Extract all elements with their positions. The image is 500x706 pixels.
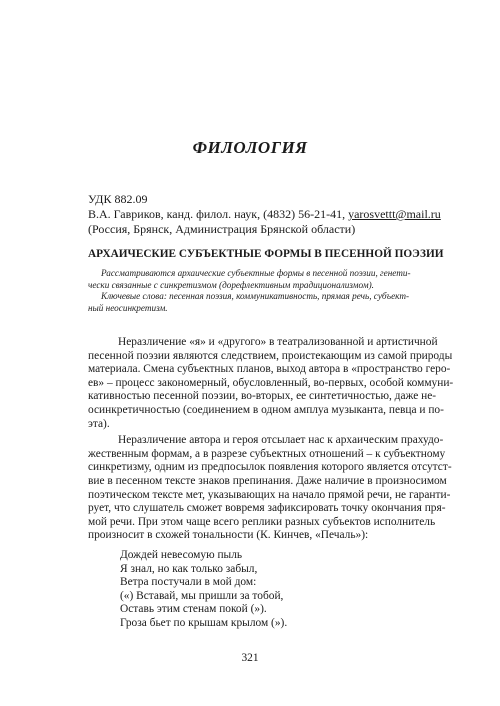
text-line: мой речи. При этом чаще всего реплики разных субъектов исполнитель xyxy=(88,515,436,528)
article-body xyxy=(88,336,454,543)
text-line: кативностью песенной поэзии, во-вторых, ее синтетичностью, даже не- xyxy=(88,390,437,403)
text-line: Неразличение автора и героя отсылает нас к архаическим прахудо- xyxy=(118,434,444,447)
author-info: В.А. Гавриков, канд. филол. наук, (4832) 56-21-41, xyxy=(88,207,349,221)
keywords-line: Ключевые слова: песенная поэзия, коммуникативность, прямая речь, субъект- xyxy=(101,291,410,301)
author-affiliation: (Россия, Брянск, Администрация Брянской области) xyxy=(88,222,356,236)
poem-line: Оставь этим стенам покой (»). xyxy=(120,603,267,616)
abstract xyxy=(88,268,448,314)
text-line: ев» – процесс закономерный, обусловленный, во-первых, особой коммуни- xyxy=(88,376,454,389)
text-line: Неразличение «я» и «другого» в театрализованной и артистичной xyxy=(118,336,438,348)
article-meta xyxy=(88,192,448,237)
poem-line: Гроза бьет по крышам крылом (»). xyxy=(120,616,288,629)
abstract-line: Рассматриваются архаические субъектные формы в песенной поэзии, генети- xyxy=(101,268,411,278)
poem-line: («) Вставай, мы пришли за тобой, xyxy=(120,589,284,602)
text-line: поэтическом тексте мет, указывающих на начало прямой речи, не гаранти- xyxy=(88,488,451,501)
text-line: рует, что слушатель сможет вовремя зафиксировать точку окончания пря- xyxy=(88,502,446,515)
text-line: песенной поэзии являются следствием, проистекающим из самой природы xyxy=(88,349,453,362)
author-line xyxy=(88,207,448,222)
text-line: осинкретичностью (соединением в одном амплуа музыканта, певца и по- xyxy=(88,403,444,416)
author-email[interactable]: yarosvettt@mail.ru xyxy=(348,207,441,221)
poem-line: Я знал, но как только забыл, xyxy=(120,562,258,575)
section-title: ФИЛОЛОГИЯ xyxy=(192,138,308,157)
page-number: 321 xyxy=(241,652,259,664)
article-title: АРХАИЧЕСКИЕ СУБЪЕКТНЫЕ ФОРМЫ В ПЕСЕННОЙ ПОЭЗИИ xyxy=(88,248,444,260)
text-line: материала. Смена субъектных планов, выход автора в «пространство геро- xyxy=(88,363,451,376)
text-line: эта). xyxy=(88,417,110,430)
paragraph xyxy=(88,434,452,543)
udk-code: УДК 882.09 xyxy=(88,192,148,206)
text-line: синкретизму, одним из предпосылок появления которого является отсутст- xyxy=(88,461,452,474)
text-line: жественным формам, а в разрезе субъектных отношений – к субъектному xyxy=(88,447,446,460)
paragraph xyxy=(88,336,454,431)
poem-line: Дождей невесомую пыль xyxy=(120,549,243,561)
text-line: произносит в схожей тональности (К. Кинчев, «Печаль»): xyxy=(88,529,369,542)
keywords-line: ный неосинкретизм. xyxy=(88,302,168,313)
poem-line: Ветра постучали в мой дом: xyxy=(120,576,257,589)
abstract-line: чески связанные с синкретизмом (дорефлективным традиционализмом). xyxy=(88,279,374,290)
poem-quote xyxy=(120,549,287,631)
text-line: вие в песенном тексте знаков препинания. Даже наличие в произносимом xyxy=(88,474,447,487)
